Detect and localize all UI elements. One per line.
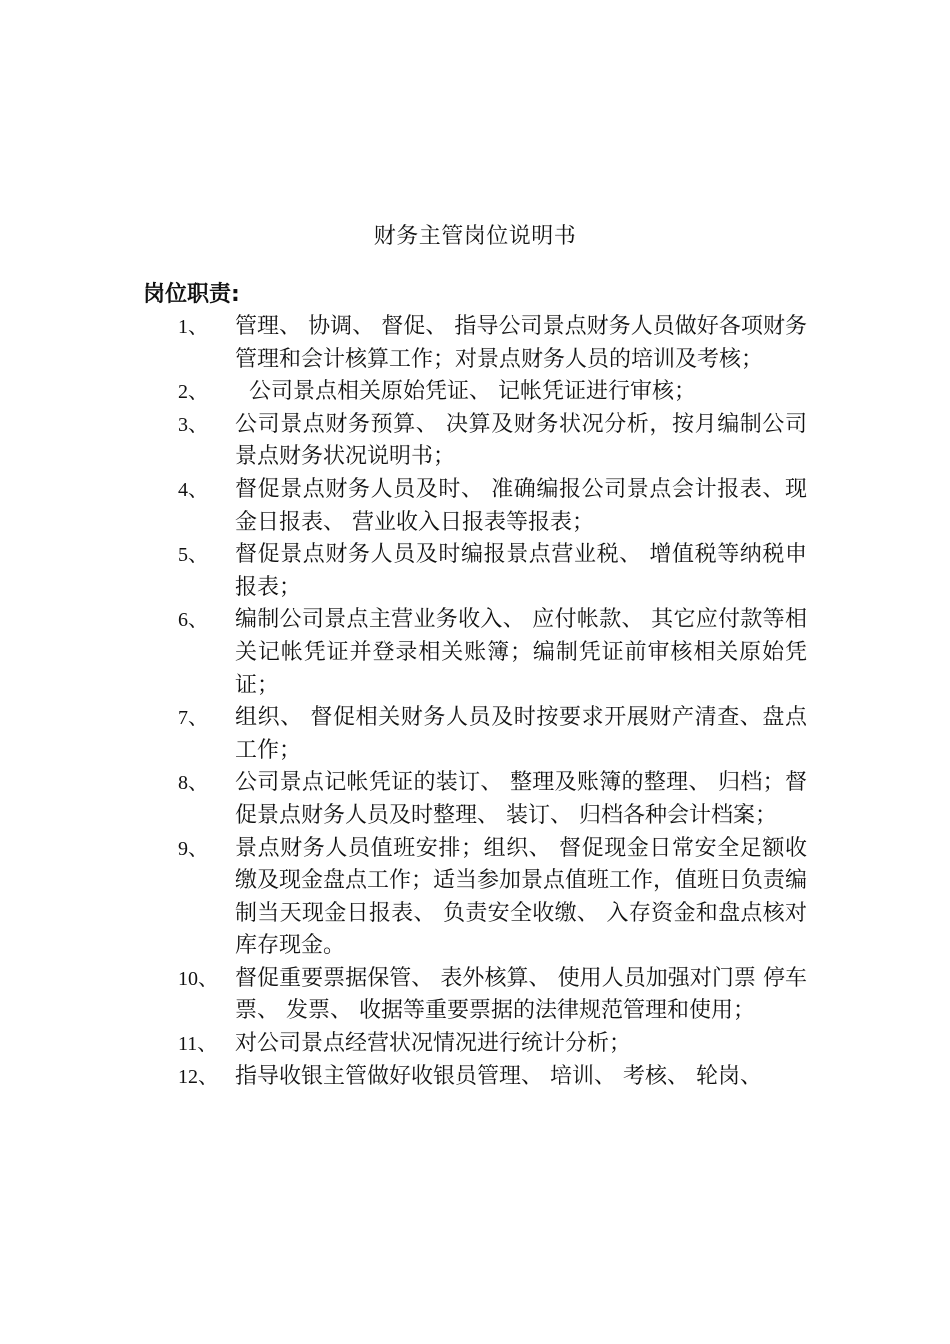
duty-number: 6、 (178, 609, 208, 632)
duty-text: 编制公司景点主营业务收入、 应付帐款、 其它应付款等相关记帐凭证并登录相关账簿；编制凭证前审核相关原始凭证； (235, 607, 807, 698)
list-item (0, 767, 950, 832)
list-item (0, 1028, 950, 1061)
duty-list (0, 311, 950, 1093)
list-item (0, 604, 950, 702)
list-item (0, 376, 950, 409)
list-item (0, 474, 950, 539)
duty-text: 督促景点财务人员及时、 准确编报公司景点会计报表、现金日报表、 营业收入日报表等报表； (235, 476, 807, 535)
duty-number: 7、 (178, 707, 208, 730)
duty-text: 督促重要票据保管、 表外核算、 使用人员加强对门票 停车票、 发票、 收据等重要票据的法律规范管理和使用； (235, 965, 807, 1024)
list-item (0, 702, 950, 767)
duty-text: 督促景点财务人员及时编报景点营业税、 增值税等纳税申报表； (235, 542, 807, 600)
duty-number: 10、 (178, 967, 218, 990)
duty-number: 8、 (178, 772, 208, 795)
list-item (0, 1061, 950, 1094)
duty-text: 公司景点记帐凭证的装订、 整理及账簿的整理、 归档；督促景点财务人员及时整理、 装订、 归档各种会计档案； (235, 770, 807, 828)
list-item (0, 539, 950, 604)
duty-number: 2、 (178, 381, 208, 404)
duty-number: 1、 (178, 316, 208, 338)
duty-text: 管理、 协调、 督促、 指导公司景点财务人员做好各项财务管理和会计核算工作；对景点财务人员的培训及考核； (235, 314, 807, 372)
duty-text: 公司景点财务预算、 决算及财务状况分析，按月编制公司景点财务状况说明书； (235, 411, 807, 470)
list-item (0, 833, 950, 963)
list-item (0, 311, 950, 376)
list-item (0, 409, 950, 474)
duty-text: 指导收银主管做好收银员管理、 培训、 考核、 轮岗、 (235, 1063, 762, 1089)
list-item (0, 963, 950, 1028)
duty-number: 11、 (178, 1033, 218, 1056)
duty-number: 3、 (178, 413, 208, 436)
duty-number: 9、 (178, 837, 208, 860)
section-heading-duties: 岗位职责: (143, 282, 240, 307)
document-title: 财务主管岗位说明书 (373, 224, 577, 249)
duty-text: 对公司景点经营状况情况进行统计分析； (235, 1031, 632, 1057)
duty-number: 12、 (178, 1065, 218, 1088)
duty-text: 景点财务人员值班安排；组织、 督促现金日常安全足额收缴及现金盘点工作；适当参加景点值班工作，值班日负责编制当天现金日报表、 负责安全收缴、 入存资金和盘点核对库存现金。 (235, 835, 808, 959)
duty-number: 4、 (178, 478, 208, 501)
duty-text: 组织、 督促相关财务人员及时按要求开展财产清查、盘点工作； (235, 705, 807, 763)
duty-number: 5、 (178, 544, 208, 567)
duty-text: 公司景点相关原始凭证、 记帐凭证进行审核； (235, 379, 696, 405)
